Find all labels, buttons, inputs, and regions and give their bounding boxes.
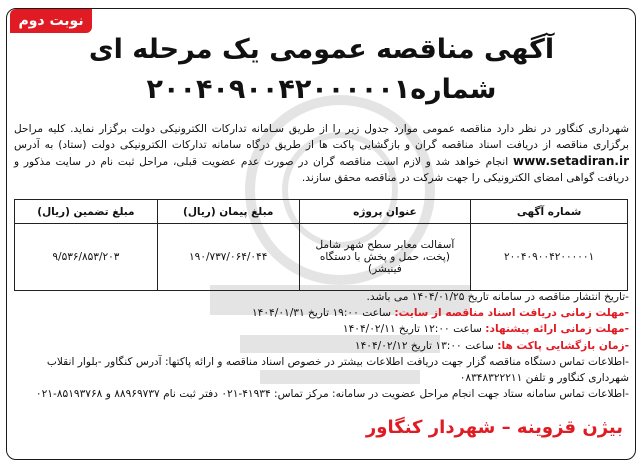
intro-text-end: انجام خواهد شد و لازم است مناقصه گران در صورت عدم عضویت قبلی، مراحل ثبت نام در سایت مذکور و دریافت گواهی امضای الکترونیکی را جهت شرکت در مناقصه محقق سازند. — [14, 156, 629, 184]
cell-notice-number: ۲۰۰۴۰۹۰۰۴۲۰۰۰۰۰۱ — [471, 224, 628, 291]
tender-number-line — [20, 74, 623, 105]
header-notice-number: شماره آگهی — [471, 200, 628, 224]
header-contract-amount: مبلغ پیمان (ریال) — [157, 200, 299, 224]
intro-text: شهرداری کنگاور در نظر دارد مناقصه عمومی موارد جدول زیر را از طریق سـامانه تدارکات الکترونیکی دولت برگزار نماید. کلیه مراحل برگزاری مناقصه از دریافت اسناد مناقصه گران و بازگشایی پاکت ها از طریق درگاه سامانه تدارکات الکترونیکی دولت (ستاد) به آدرس — [14, 123, 629, 151]
document-deadline-line — [14, 305, 629, 321]
header-project-title: عنوان پروژه — [299, 200, 471, 224]
document-deadline-value: ساعت ۱۹:۰۰ تاریخ ۱۴۰۴/۰۱/۳۱ — [251, 307, 395, 320]
opening-time-line — [14, 338, 629, 354]
opening-time-label: -زمان بازگشایی پاکت ها: — [497, 339, 629, 352]
contact-info-line: -اطلاعات تماس دستگاه مناقصه گزار جهت دریافت اطلاعات بیشتر در خصوص اسناد مناقصه و ارائه پاکتها: آدرس کنگاور -بلوار انقلاب شهرداری کنگاور و تلفن ۰۸۳۴۸۳۲۲۲۱۱ — [46, 355, 629, 385]
second-publication-badge: نوبت دوم — [10, 9, 92, 33]
intro-paragraph — [14, 121, 629, 186]
bid-deadline-value: ساعت ۱۲:۰۰ تاریخ ۱۴۰۴/۰۲/۱۱ — [342, 323, 486, 336]
signature-mayor: بیژن قزوینه – شهردار کنگاور — [365, 417, 623, 438]
bid-deadline-line — [14, 321, 629, 337]
table-header-row — [15, 200, 628, 224]
setad-contact-line: -اطلاعات تماس سامانه ستاد جهت انجام مراحل عضویت در سامانه: مرکز تماس: ۴۱۹۳۴-۰۲۱ دفتر ثبت نام ۸۸۹۶۹۷۳۷ و ۸۵۱۹۳۷۶۸-۰۲۱ — [35, 388, 629, 401]
tender-table — [14, 199, 628, 291]
setad-website-link[interactable]: www.setadiran.ir — [512, 154, 629, 168]
header-guarantee-amount: مبلغ تضمین (ریال) — [15, 200, 158, 224]
table-row — [15, 224, 628, 291]
cell-project-title: آسفالت معابر سطح شهر شامل (پخت، حمل و پخش با دستگاه فینیشر) — [299, 224, 471, 291]
cell-guarantee-amount: ۹/۵۳۶/۸۵۳/۲۰۳ — [15, 224, 158, 291]
ad-title: آگهی مناقصه عمومی یک مرحله ای — [88, 34, 555, 65]
cell-contract-amount: ۱۹۰/۷۳۷/۰۶۴/۰۴۴ — [157, 224, 299, 291]
tender-number-value: ۲۰۰۴۰۹۰۰۴۲۰۰۰۰۰۱ — [146, 74, 411, 105]
tender-number-label: شماره — [410, 74, 497, 105]
publish-date-line: -تاریخ انتشار مناقصه در سامانه تاریخ ۱۴۰۴/۰۱/۲۵ می باشد. — [366, 291, 629, 303]
tender-details — [14, 289, 629, 402]
opening-time-value: ساعت ۱۳:۰۰ تاریخ ۱۴۰۴/۰۲/۱۲ — [354, 339, 498, 352]
bid-deadline-label: -مهلت زمانی ارائه پیشنهاد: — [485, 323, 629, 336]
document-deadline-label: -مهلت زمانی دریافت اسناد مناقصه از سایت: — [394, 307, 629, 320]
